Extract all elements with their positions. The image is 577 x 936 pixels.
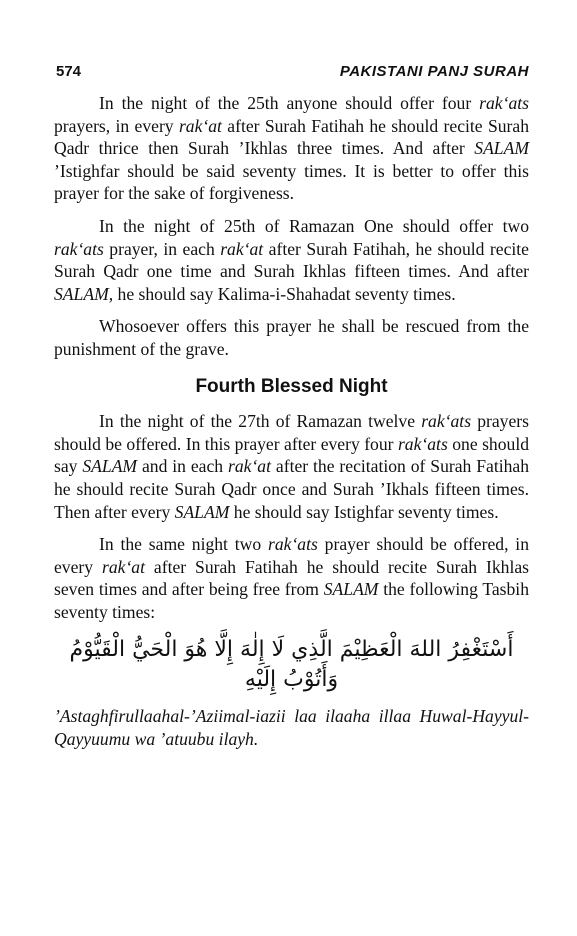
italic-term: SALAM [174,501,230,522]
italic-term: rak‘ats [268,534,318,555]
text-run: he should say Istighfar seventy times. [229,501,499,522]
text-run: he should say Kalima-i-Shahadat seventy times. [113,283,456,304]
paragraph-25th-night-four-rakats [54,92,529,205]
text-run: the following Tasbih seventy times: [54,579,529,622]
text-run: after Surah Fatihah he should recite Surah Ikhlas seven times and after being free from [54,556,529,600]
italic-term: rak‘ats [479,93,529,113]
text-run: prayer should be offered, in every [54,534,529,577]
page-body [54,92,529,751]
text-run: after the recitation of Surah Fatihah he should recite Surah Qadr once and Surah ’Ikhals fifteen times. Then after every [54,456,530,522]
paragraph-27th-night-twelve-rakats [54,410,529,523]
italic-term: rak‘ats [54,238,104,259]
text-run: prayers should be offered. In this prayer after every four [54,411,529,454]
italic-term: rak‘at [178,115,222,136]
tasbih-transliteration: ’Astaghfirullaahal-’Aziimal-iazii laa ilaaha illaa Huwal-Hayyul-Qayyuumu wa ’atuubu ilayh. [54,706,529,750]
text-run: Whosoever offers this prayer he shall be rescued from the punishment of the grave. [54,316,529,359]
italic-term: SALAM [323,579,379,600]
text-run: after Surah Fatihah he should recite Surah Qadr thrice then Surah ’Ikhlas three times. And after [54,115,529,159]
italic-term: rak‘at [228,456,271,477]
text-run: one should say [54,433,529,477]
page-header [56,63,529,80]
arabic-tasbih: أَسْتَغْفِرُ اللهَ الْعَظِيْمَ الَّذِي لَا إِلٰهَ إِلَّا هُوَ الْحَيُّ الْقَيُّوْمُ وَأَتُوْبُ إِلَيْهِ [69,637,514,693]
text-run: In the night of the 27th of Ramazan twelve [99,411,422,432]
text-run: In the same night two [99,534,268,555]
paragraph-27th-night-two-rakats [54,533,529,623]
text-run: and in each [137,456,228,477]
italic-term: rak‘ats [421,411,472,432]
italic-term: rak‘ats [397,433,448,454]
text-run: prayers, in every [54,115,179,136]
text-run: In the night of 25th of Ramazan One should offer two [99,215,529,236]
italic-term: rak‘at [220,238,264,259]
text-run: after Surah Fatihah, he should recite Surah Qadr one time and Surah Ikhlas fifteen times. And after [54,238,529,282]
text-run: ’Istighfar should be said seventy times. It is better to offer this prayer for the sake of forgiveness. [54,160,529,204]
text-run: In the night of the 25th anyone should offer four [99,93,480,113]
italic-term: SALAM, [54,283,114,304]
italic-term: SALAM [82,456,138,477]
running-title: PAKISTANI PANJ SURAH [339,63,529,80]
text-run: prayer, in each [103,238,221,259]
italic-term: rak‘at [102,556,145,577]
paragraph-25th-night-two-rakats [54,215,529,305]
paragraph-rescued-from-grave [54,315,529,360]
section-heading: Fourth Blessed Night [195,375,388,397]
page-number: 574 [56,63,82,80]
italic-term: SALAM [474,138,529,159]
